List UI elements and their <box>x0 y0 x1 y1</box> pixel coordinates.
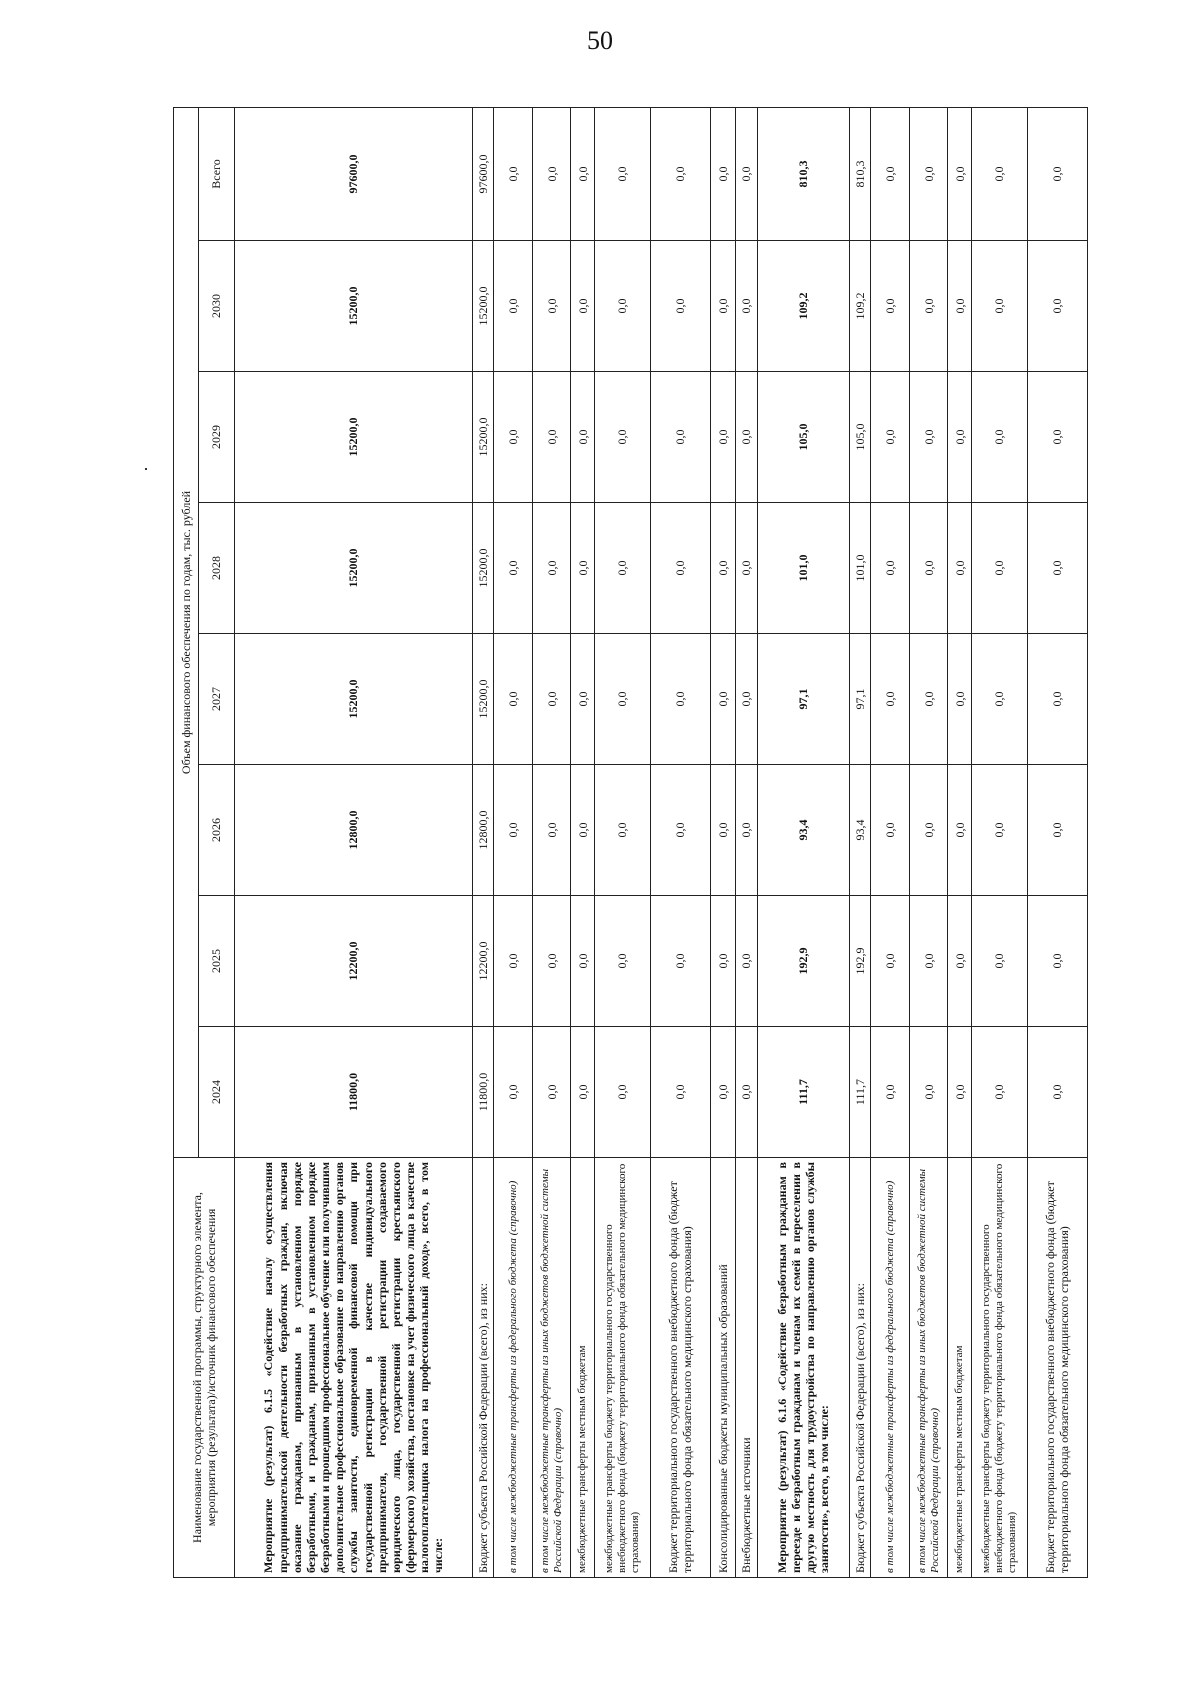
cell-value: 0,0 <box>710 1027 736 1158</box>
cell-value: 0,0 <box>871 503 910 634</box>
cell-value: 0,0 <box>532 503 571 634</box>
cell-value: 0,0 <box>909 634 948 765</box>
table-row <box>909 107 948 1577</box>
cell-value: 0,0 <box>650 241 710 372</box>
cell-value: 810,3 <box>757 107 849 240</box>
row-label: Бюджет субъекта Российской Федерации (всего), из них: <box>472 1158 493 1578</box>
cell-value: 15200,0 <box>472 241 493 372</box>
cell-value: 0,0 <box>909 765 948 896</box>
cell-value: 0,0 <box>736 896 757 1027</box>
cell-value: 0,0 <box>594 241 650 372</box>
cell-value: 0,0 <box>710 372 736 503</box>
cell-value: 0,0 <box>594 372 650 503</box>
cell-value: 15200,0 <box>472 634 493 765</box>
cell-value: 0,0 <box>710 896 736 1027</box>
cell-value: 97,1 <box>757 634 849 765</box>
table-row <box>736 107 757 1577</box>
row-label: межбюджетные трансферты бюджету территориального государственного внебюджетного фонда (бюджету территориального фонда обязательного медицинского страхования) <box>594 1158 650 1578</box>
table-row <box>948 107 972 1577</box>
page-number: 50 <box>587 26 613 55</box>
cell-value: 192,9 <box>757 896 849 1027</box>
row-label: в том числе межбюджетные трансферты из иных бюджетов бюджетной системы Российской Федерации (справочно) <box>532 1158 571 1578</box>
table-row <box>849 107 870 1577</box>
cell-value: 0,0 <box>571 372 595 503</box>
cell-value: 0,0 <box>494 503 533 634</box>
cell-value: 0,0 <box>948 765 972 896</box>
row-label: межбюджетные трансферты бюджету территориального государственного внебюджетного фонда (бюджету территориального фонда обязательного медицинского страхования) <box>972 1158 1028 1578</box>
header-group-label: Объем финансового обеспечения по годам, тыс. рублей <box>174 107 199 1157</box>
cell-value: 0,0 <box>948 1027 972 1158</box>
cell-value: 0,0 <box>871 634 910 765</box>
cell-value: 0,0 <box>948 241 972 372</box>
cell-value: 0,0 <box>710 107 736 240</box>
cell-value: 0,0 <box>871 765 910 896</box>
table-row <box>472 107 493 1577</box>
cell-value: 0,0 <box>909 107 948 240</box>
scan-speck <box>145 468 147 470</box>
row-label: Мероприятие (результат) 6.1.6 «Содействие безработным гражданам в переезде и безработным гражданам и членам их семей в переселении в другую местность для трудоустройства по направлению органов службы занятости», всего, в том числе: <box>757 1158 849 1578</box>
header-year: 2028 <box>199 503 235 634</box>
cell-value: 0,0 <box>909 503 948 634</box>
header-row-1 <box>174 107 199 1577</box>
table-row <box>757 107 849 1577</box>
row-label: Бюджет территориального государственного внебюджетного фонда (бюджет территориального фонда обязательного медицинского страхования) <box>1027 1158 1087 1578</box>
cell-value: 0,0 <box>948 634 972 765</box>
table-row <box>972 107 1028 1577</box>
cell-value: 12800,0 <box>235 765 473 896</box>
financing-table <box>173 107 1088 1578</box>
cell-value: 0,0 <box>494 765 533 896</box>
cell-value: 192,9 <box>849 896 870 1027</box>
cell-value: 0,0 <box>1027 634 1087 765</box>
row-label: межбюджетные трансферты местным бюджетам <box>571 1158 595 1578</box>
cell-value: 0,0 <box>571 765 595 896</box>
table-row <box>532 107 571 1577</box>
cell-value: 0,0 <box>494 1027 533 1158</box>
table-body <box>235 107 1088 1577</box>
table-row <box>1027 107 1087 1577</box>
cell-value: 97600,0 <box>235 107 473 240</box>
cell-value: 0,0 <box>594 107 650 240</box>
cell-value: 15200,0 <box>235 634 473 765</box>
cell-value: 0,0 <box>571 241 595 372</box>
cell-value: 0,0 <box>972 107 1028 240</box>
cell-value: 0,0 <box>494 634 533 765</box>
cell-value: 0,0 <box>972 634 1028 765</box>
cell-value: 105,0 <box>757 372 849 503</box>
cell-value: 0,0 <box>948 503 972 634</box>
cell-value: 0,0 <box>972 896 1028 1027</box>
cell-value: 810,3 <box>849 107 870 240</box>
cell-value: 15200,0 <box>472 372 493 503</box>
cell-value: 0,0 <box>571 634 595 765</box>
cell-value: 101,0 <box>757 503 849 634</box>
cell-value: 0,0 <box>871 241 910 372</box>
cell-value: 111,7 <box>849 1027 870 1158</box>
cell-value: 109,2 <box>849 241 870 372</box>
header-year: 2029 <box>199 372 235 503</box>
header-year: 2026 <box>199 765 235 896</box>
header-total: Всего <box>199 107 235 240</box>
cell-value: 0,0 <box>710 765 736 896</box>
header-year: 2025 <box>199 896 235 1027</box>
cell-value: 0,0 <box>494 896 533 1027</box>
cell-value: 12200,0 <box>235 896 473 1027</box>
table-row <box>710 107 736 1577</box>
cell-value: 0,0 <box>650 1027 710 1158</box>
cell-value: 0,0 <box>1027 241 1087 372</box>
table-row <box>571 107 595 1577</box>
cell-value: 93,4 <box>849 765 870 896</box>
cell-value: 0,0 <box>594 1027 650 1158</box>
row-label: в том числе межбюджетные трансферты из иных бюджетов бюджетной системы Российской Федерации (справочно) <box>909 1158 948 1578</box>
cell-value: 0,0 <box>972 503 1028 634</box>
cell-value: 0,0 <box>494 107 533 240</box>
header-name-column: Наименование государственной программы, структурного элемента, мероприятия (результата)/источник финансового обеспечения <box>174 1158 235 1578</box>
cell-value: 0,0 <box>650 107 710 240</box>
cell-value: 0,0 <box>736 107 757 240</box>
cell-value: 101,0 <box>849 503 870 634</box>
table-row <box>594 107 650 1577</box>
cell-value: 0,0 <box>909 1027 948 1158</box>
cell-value: 105,0 <box>849 372 870 503</box>
cell-value: 0,0 <box>948 896 972 1027</box>
cell-value: 0,0 <box>594 634 650 765</box>
row-label: в том числе межбюджетные трансферты из федерального бюджета (справочно) <box>494 1158 533 1578</box>
header-year: 2030 <box>199 241 235 372</box>
cell-value: 0,0 <box>972 241 1028 372</box>
cell-value: 0,0 <box>871 1027 910 1158</box>
table-row <box>235 107 473 1577</box>
cell-value: 0,0 <box>594 896 650 1027</box>
cell-value: 0,0 <box>909 241 948 372</box>
cell-value: 97,1 <box>849 634 870 765</box>
cell-value: 0,0 <box>909 896 948 1027</box>
table-row <box>650 107 710 1577</box>
cell-value: 111,7 <box>757 1027 849 1158</box>
cell-value: 15200,0 <box>235 241 473 372</box>
cell-value: 0,0 <box>871 896 910 1027</box>
cell-value: 15200,0 <box>235 503 473 634</box>
cell-value: 0,0 <box>736 503 757 634</box>
cell-value: 109,2 <box>757 241 849 372</box>
cell-value: 93,4 <box>757 765 849 896</box>
cell-value: 11800,0 <box>235 1027 473 1158</box>
row-label: Консолидированные бюджеты муниципальных образований <box>710 1158 736 1578</box>
cell-value: 0,0 <box>1027 372 1087 503</box>
cell-value: 0,0 <box>710 634 736 765</box>
cell-value: 0,0 <box>650 765 710 896</box>
cell-value: 0,0 <box>1027 107 1087 240</box>
cell-value: 0,0 <box>532 765 571 896</box>
cell-value: 0,0 <box>532 634 571 765</box>
cell-value: 0,0 <box>650 372 710 503</box>
cell-value: 0,0 <box>571 1027 595 1158</box>
header-year: 2024 <box>199 1027 235 1158</box>
cell-value: 0,0 <box>650 634 710 765</box>
cell-value: 0,0 <box>1027 503 1087 634</box>
cell-value: 0,0 <box>948 107 972 240</box>
cell-value: 0,0 <box>736 765 757 896</box>
cell-value: 0,0 <box>871 372 910 503</box>
header-year: 2027 <box>199 634 235 765</box>
cell-value: 0,0 <box>532 107 571 240</box>
cell-value: 0,0 <box>494 372 533 503</box>
cell-value: 0,0 <box>871 107 910 240</box>
cell-value: 0,0 <box>532 372 571 503</box>
cell-value: 0,0 <box>650 503 710 634</box>
cell-value: 0,0 <box>532 241 571 372</box>
row-label: межбюджетные трансферты местным бюджетам <box>948 1158 972 1578</box>
cell-value: 0,0 <box>736 1027 757 1158</box>
cell-value: 15200,0 <box>472 503 493 634</box>
cell-value: 0,0 <box>594 503 650 634</box>
cell-value: 0,0 <box>532 896 571 1027</box>
cell-value: 0,0 <box>710 503 736 634</box>
cell-value: 0,0 <box>736 372 757 503</box>
cell-value: 15200,0 <box>235 372 473 503</box>
cell-value: 0,0 <box>948 372 972 503</box>
cell-value: 0,0 <box>909 372 948 503</box>
cell-value: 12800,0 <box>472 765 493 896</box>
row-label: Бюджет субъекта Российской Федерации (всего), из них: <box>849 1158 870 1578</box>
cell-value: 0,0 <box>1027 896 1087 1027</box>
cell-value: 0,0 <box>1027 765 1087 896</box>
table-row <box>494 107 533 1577</box>
cell-value: 0,0 <box>571 503 595 634</box>
cell-value: 0,0 <box>650 896 710 1027</box>
row-label: Мероприятие (результат) 6.1.5 «Содействие началу осуществления предпринимательской деятельности безработных граждан, включая оказание гражданам, признанным в установленном порядке безработными, и гражданам, признанным в установленном порядке безработными и прошедшим профессиональное обучение или получившим дополнительное профессиональное образование по направлению органов службы занятости, единовременной финансовой помощи при государственной регистрации в качестве индивидуального предпринимателя, государственной регистрации создаваемого юридического лица, государственной регистрации крестьянского (фермерского) хозяйства, постановке на учет физического лица в качестве налогоплательщика налога на профессиональный доход», всего, в том числе: <box>235 1158 473 1578</box>
cell-value: 0,0 <box>710 241 736 372</box>
cell-value: 0,0 <box>736 241 757 372</box>
row-label: Бюджет территориального государственного внебюджетного фонда (бюджет территориального фонда обязательного медицинского страхования) <box>650 1158 710 1578</box>
cell-value: 0,0 <box>594 765 650 896</box>
cell-value: 11800,0 <box>472 1027 493 1158</box>
table-row <box>871 107 910 1577</box>
cell-value: 0,0 <box>972 1027 1028 1158</box>
cell-value: 12200,0 <box>472 896 493 1027</box>
cell-value: 0,0 <box>1027 1027 1087 1158</box>
cell-value: 0,0 <box>972 372 1028 503</box>
cell-value: 97600,0 <box>472 107 493 240</box>
row-label: в том числе межбюджетные трансферты из федерального бюджета (справочно) <box>871 1158 910 1578</box>
rotated-table-container <box>173 108 1072 1578</box>
cell-value: 0,0 <box>571 107 595 240</box>
row-label: Внебюджетные источники <box>736 1158 757 1578</box>
cell-value: 0,0 <box>532 1027 571 1158</box>
cell-value: 0,0 <box>972 765 1028 896</box>
cell-value: 0,0 <box>736 634 757 765</box>
cell-value: 0,0 <box>494 241 533 372</box>
cell-value: 0,0 <box>571 896 595 1027</box>
